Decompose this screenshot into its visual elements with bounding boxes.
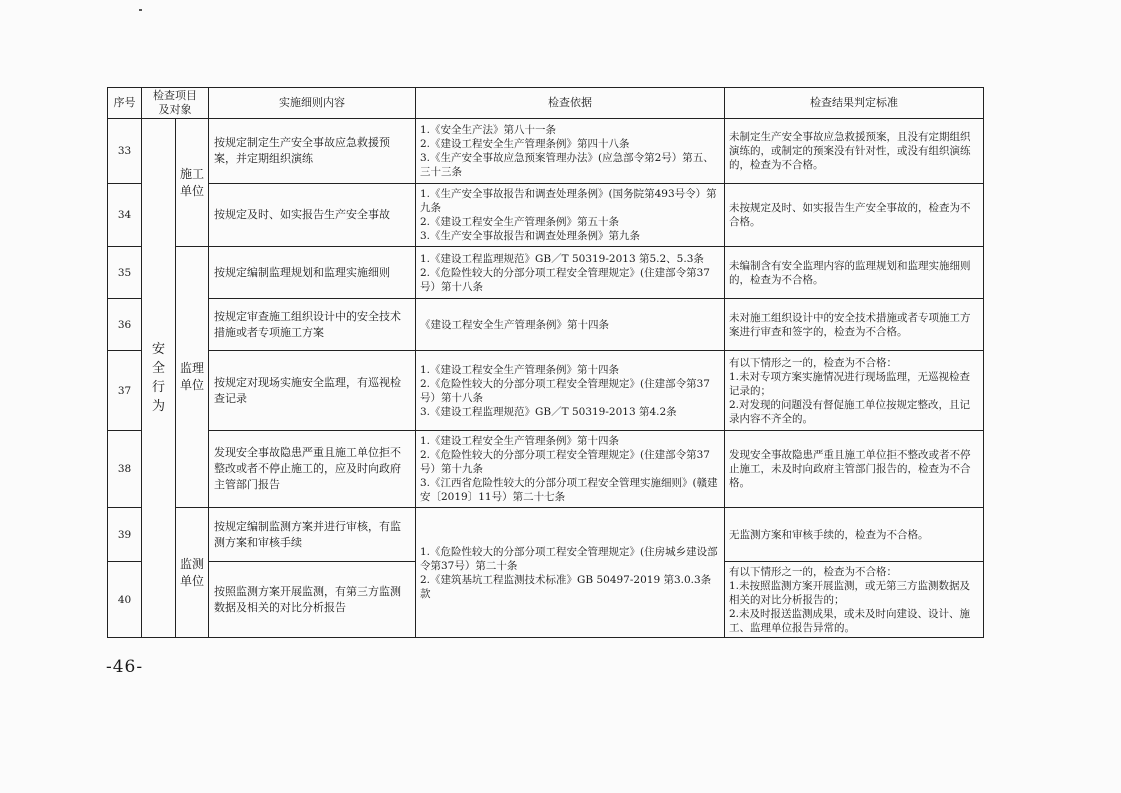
basis-line: 2.《建筑基坑工程监测技术标准》GB 50497-2019 第3.0.3条款: [420, 573, 712, 600]
header-item: [142, 88, 209, 119]
standard-line: 未编制含有安全监理内容的监理规划和监理实施细则的，检查为不合格。: [729, 259, 971, 286]
basis-line: 3.《生产安全事故报告和调查处理条例》第九条: [420, 230, 641, 242]
group-construction: [176, 119, 209, 247]
standard-line: 2.未及时报送监测成果，或未及时向建设、设计、施工、监理单位报告异常的。: [729, 607, 971, 634]
row-number: 38: [108, 431, 142, 508]
group-supervision: [176, 247, 209, 508]
category-cell: [142, 119, 176, 638]
inspection-table: [107, 87, 984, 638]
basis-line: 3.《江西省危险性较大的分部分项工程安全管理实施细则》(赣建安〔2019〕11号）第二十七条: [420, 477, 718, 503]
content-cell: 按规定对现场实施安全监理，有巡视检查记录: [209, 351, 416, 431]
header-basis: 检查依据: [416, 88, 725, 119]
table-header-row: [108, 88, 984, 119]
table-row: [108, 508, 984, 562]
basis-line: 2.《建设工程安全生产管理条例》第五十条: [420, 216, 620, 228]
basis-line: 2.《建设工程安全生产管理条例》第四十八条: [420, 138, 630, 150]
page-number: -46-: [106, 657, 144, 677]
content-cell: 按规定编制监理规划和监理实施细则: [209, 247, 416, 299]
standard-cell: [725, 562, 984, 638]
basis-line: 2.《危险性较大的分部分项工程安全管理规定》(住建部令第37号）第十九条: [420, 449, 710, 475]
content-cell: 按规定制定生产安全事故应急救援预案，并定期组织演练: [209, 119, 416, 184]
basis-line: 1.《生产安全事故报告和调查处理条例》(国务院第493号令）第九条: [420, 188, 717, 214]
table-row: [108, 431, 984, 508]
standard-line: 未制定生产安全事故应急救援预案，且没有定期组织演练的，或制定的预案没有针对性，或没有组织演练的，检查为不合格。: [729, 131, 971, 171]
standard-cell: [725, 508, 984, 562]
table-row: [108, 299, 984, 351]
table-row: [108, 351, 984, 431]
basis-line: 1.《危险性较大的分部分项工程安全管理规定》(住房城乡建设部令第37号）第二十条: [420, 545, 718, 572]
group-label: 施工单位: [179, 166, 204, 198]
standard-line: 未对施工组织设计中的安全技术措施或者专项施工方案进行审查和签字的，检查为不合格。: [729, 311, 971, 338]
row-number: 33: [108, 119, 142, 184]
standard-line: 未按规定及时、如实报告生产安全事故的，检查为不合格。: [729, 202, 971, 228]
standard-cell: [725, 351, 984, 431]
standard-line: 发现安全事故隐患严重且施工单位拒不整改或者不停止施工，未及时向政府主管部门报告的，检查为不合格。: [729, 449, 971, 489]
basis-cell: [416, 184, 725, 247]
row-number: 39: [108, 508, 142, 562]
basis-cell: [416, 508, 725, 638]
header-num: 序号: [108, 88, 142, 119]
row-number: 34: [108, 184, 142, 247]
basis-cell: [416, 351, 725, 431]
standard-line: 2.对发现的问题没有督促施工单位按规定整改，且记录内容不齐全的。: [729, 398, 971, 425]
row-number: 36: [108, 299, 142, 351]
basis-line: 1.《建设工程安全生产管理条例》第十四条: [420, 363, 620, 376]
standard-cell: [725, 119, 984, 184]
header-content: 实施细则内容: [209, 88, 416, 119]
basis-line: 1.《安全生产法》第八十一条: [420, 124, 557, 136]
content-cell: 按规定及时、如实报告生产安全事故: [209, 184, 416, 247]
standard-line: 1.未按照监测方案开展监测，或无第三方监测数据及相关的对比分析报告的；: [729, 579, 971, 606]
row-number: 35: [108, 247, 142, 299]
standard-line: 无监测方案和审核手续的，检查为不合格。: [729, 528, 929, 541]
standard-line: 有以下情形之一的，检查为不合格：: [729, 356, 897, 369]
row-number: 37: [108, 351, 142, 431]
basis-cell: [416, 119, 725, 184]
category-label: 安全行为: [151, 342, 165, 414]
basis-line: 《建设工程安全生产管理条例》第十四条: [420, 318, 609, 331]
basis-line: 2.《危险性较大的分部分项工程安全管理规定》(住建部令第37号）第十八条: [420, 377, 710, 404]
basis-line: 3.《建设工程监理规范》GB／T 50319-2013 第4.2条: [420, 405, 677, 418]
basis-cell: [416, 247, 725, 299]
standard-cell: [725, 299, 984, 351]
standard-line: 有以下情形之一的，检查为不合格：: [729, 565, 897, 578]
content-cell: 按照监测方案开展监测，有第三方监测数据及相关的对比分析报告: [209, 562, 416, 638]
basis-line: 1.《建设工程监理规范》GB／T 50319-2013 第5.2、5.3条: [420, 252, 704, 265]
standard-cell: [725, 247, 984, 299]
group-monitoring: [176, 508, 209, 638]
scan-speck: [139, 9, 142, 11]
group-label: 监测单位: [179, 556, 204, 588]
content-cell: 按规定编制监测方案并进行审核，有监测方案和审核手续: [209, 508, 416, 562]
standard-cell: [725, 431, 984, 508]
row-number: 40: [108, 562, 142, 638]
basis-cell: [416, 431, 725, 508]
content-cell: 按规定审查施工组织设计中的安全技术措施或者专项施工方案: [209, 299, 416, 351]
standard-line: 1.未对专项方案实施情况进行现场监理，无巡视检查记录的；: [729, 370, 971, 397]
basis-cell: [416, 299, 725, 351]
basis-line: 2.《危险性较大的分部分项工程安全管理规定》(住建部令第37号）第十八条: [420, 266, 710, 293]
content-cell: 发现安全事故隐患严重且施工单位拒不整改或者不停止施工的，应及时向政府主管部门报告: [209, 431, 416, 508]
group-label: 监理单位: [179, 361, 204, 392]
header-item-text: 检查项目 及对象: [153, 89, 197, 116]
header-standard: 检查结果判定标准: [725, 88, 984, 119]
standard-cell: [725, 184, 984, 247]
basis-line: 1.《建设工程安全生产管理条例》第十四条: [420, 435, 620, 447]
table-row: [108, 247, 984, 299]
table-row: [108, 119, 984, 184]
basis-line: 3.《生产安全事故应急预案管理办法》(应急部令第2号）第五、三十三条: [420, 152, 714, 178]
table-row: [108, 184, 984, 247]
